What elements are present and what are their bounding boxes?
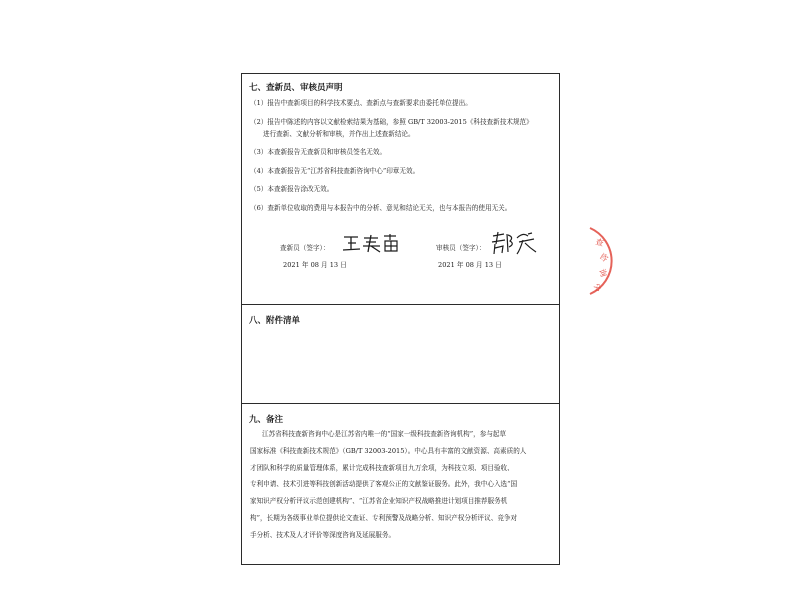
statement-item-3: （3）本查新报告无查新员和审核员签名无效。 [250, 148, 387, 156]
searcher-label: 查新员（签字）： [280, 244, 330, 252]
remark-line: 构”，长期为各级事业单位提供论文查证、专利预警及战略分析、知识产权分析评议、竞争对 [250, 514, 518, 522]
report-table-frame [241, 73, 560, 565]
statement-item-6: （6）查新单位收取的费用与本报告中的分析、意见和结论无关，也与本报告的使用无关。 [250, 204, 512, 212]
statement-item-5: （5）本查新报告涂改无效。 [250, 185, 334, 193]
statement-item-2: （2）报告中陈述的内容以文献检索结果为基础，参照 GB/T 32003-2015《科技查新技术规范》 [250, 118, 533, 126]
section-7-title: 七、查新员、审核员声明 [249, 83, 343, 93]
svg-text:询: 询 [597, 267, 609, 279]
remark-line: 江苏省科技查新咨询中心是江苏省内唯一的“国家一级科技查新咨询机构”，参与起草 [262, 430, 507, 438]
remark-line: 才团队和科学的质量管理体系，累计完成科技查新项目九万余项，为科技立项、项目验收、 [250, 464, 514, 472]
remark-line: 家知识产权分析评议示范创建机构”、“江苏省企业知识产权战略推进计划项目推荐服务机 [250, 497, 508, 505]
statement-item-2-cont: 进行查新、文献分析和审核，并作出上述查新结论。 [263, 130, 415, 138]
divider [242, 403, 559, 404]
section-8-title: 八、附件清单 [249, 316, 301, 326]
reviewer-date: 2021 年 08 月 13 日 [438, 261, 502, 269]
section-9-title: 九、备注 [249, 415, 284, 425]
statement-item-4: （4）本查新报告无“江苏省科技查新咨询中心”印章无效。 [250, 167, 420, 175]
reviewer-label: 审核员（签字）： [436, 244, 486, 252]
reviewer-signature [490, 230, 540, 256]
remark-line: 国家标准《科技查新技术规范》（GB/T 32003-2015）。中心具有丰富的文献资源、高素质的人 [250, 447, 527, 455]
statement-item-1: （1）报告中查新项目的科学技术要点、查新点与查新要求由委托单位提出。 [250, 99, 472, 107]
searcher-signature [340, 232, 402, 254]
remark-line: 手分析、技术及人才评价等深度咨询及延展服务。 [250, 531, 396, 539]
svg-text:中: 中 [591, 282, 602, 293]
divider [242, 304, 559, 305]
official-seal [586, 226, 616, 296]
svg-text:查: 查 [594, 237, 605, 249]
remark-line: 专利申请、技术引进等科技创新活动提供了客观公正的文献鉴证服务。此外，我中心入选“国 [250, 480, 518, 488]
svg-text:咨: 咨 [597, 251, 610, 264]
searcher-date: 2021 年 08 月 13 日 [283, 261, 347, 269]
